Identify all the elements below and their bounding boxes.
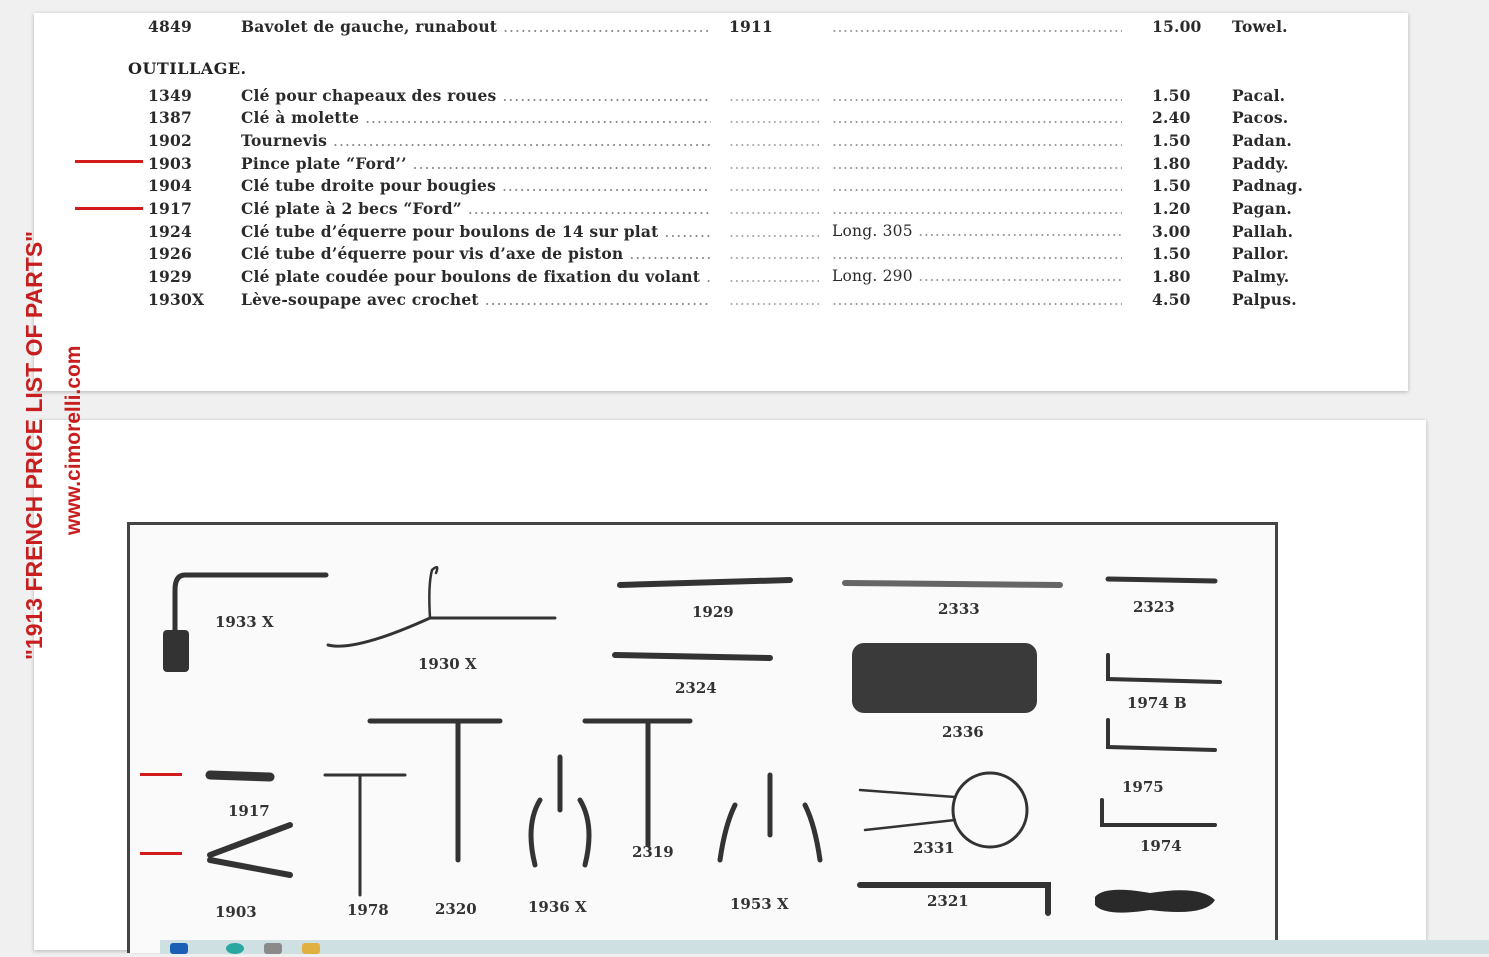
- label-1936x: 1936 X: [528, 898, 587, 916]
- desc-text: ”: [452, 199, 462, 218]
- annotation-mark: [140, 852, 182, 855]
- part-year: [729, 108, 819, 127]
- tool-row-highlighted: [34, 199, 1408, 221]
- tool-roll-icon: [1095, 890, 1215, 913]
- part-number: 4849: [148, 17, 192, 36]
- part-code: Palpus.: [1232, 290, 1297, 309]
- part-price: 1.20: [1152, 199, 1191, 218]
- annotation-mark: [140, 773, 182, 776]
- label-1974: 1974: [1140, 837, 1182, 855]
- part-size: [832, 131, 1122, 150]
- part-size: [832, 199, 1122, 218]
- part-year: [729, 244, 819, 263]
- part-size: [832, 17, 1122, 36]
- label-1978: 1978: [347, 901, 389, 919]
- tools-plate: [127, 522, 1278, 953]
- part-price: 15.00: [1152, 17, 1202, 36]
- label-2331: 2331: [913, 839, 955, 857]
- tools-illustration-page: [34, 420, 1426, 950]
- part-description: [241, 154, 711, 173]
- part-price: 1.50: [1152, 244, 1191, 263]
- part-description: Clé tube droite pour bougies .....: [241, 176, 711, 195]
- part-code: Paddy.: [1232, 154, 1289, 173]
- tool-row: [34, 131, 1408, 153]
- part-year: 1911: [729, 17, 773, 36]
- tool-row: [34, 108, 1408, 130]
- tool-1975-icon: [1102, 800, 1215, 825]
- browser-icon[interactable]: [226, 943, 244, 954]
- tool-row: [34, 176, 1408, 198]
- part-price: 1.50: [1152, 131, 1191, 150]
- part-number: 1904: [148, 176, 192, 195]
- label-1929: 1929: [692, 603, 734, 621]
- desc-text: Clé plate à 2 becs “: [241, 199, 413, 218]
- part-code: Pagan.: [1232, 199, 1293, 218]
- section-title: OUTILLAGE.: [128, 59, 247, 78]
- part-code: Palmy.: [1232, 267, 1290, 286]
- part-description: Tournevis .....: [241, 131, 711, 150]
- tool-2320-icon: [370, 721, 500, 860]
- part-description: Clé à molette .....: [241, 108, 711, 127]
- part-description: Clé tube d’équerre pour boulons de 14 sur plat .....: [241, 222, 711, 241]
- part-price: 1.80: [1152, 267, 1191, 286]
- part-year: [729, 267, 819, 286]
- part-price: 3.00: [1152, 222, 1191, 241]
- part-number: 1929: [148, 267, 192, 286]
- part-year: [729, 131, 819, 150]
- label-1953x: 1953 X: [730, 895, 789, 913]
- part-number: 1924: [148, 222, 192, 241]
- label-2333: 2333: [938, 600, 980, 618]
- part-description: Bavolet de gauche, runabout .....: [241, 17, 711, 36]
- part-number: 1387: [148, 108, 192, 127]
- part-code: Pallor.: [1232, 244, 1289, 263]
- tool-2336-icon: [852, 643, 1037, 713]
- part-size: [832, 176, 1122, 195]
- label-1975: 1975: [1122, 778, 1164, 796]
- label-2320: 2320: [435, 900, 477, 918]
- label-2321: 2321: [927, 892, 969, 910]
- part-size: [832, 108, 1122, 127]
- vertical-caption: [18, 170, 118, 670]
- caption-url: www.cimorelli.com: [62, 345, 85, 535]
- part-price: 1.80: [1152, 154, 1191, 173]
- part-description: Clé pour chapeaux des roues .....: [241, 86, 711, 105]
- part-code: Pacos.: [1232, 108, 1289, 127]
- part-price: 1.50: [1152, 86, 1191, 105]
- part-description: [241, 199, 711, 218]
- tool-row: [34, 222, 1408, 244]
- tool-2323-icon: [1108, 579, 1215, 581]
- tool-2319-icon: [585, 721, 690, 845]
- part-year: [729, 290, 819, 309]
- part-description: Lève-soupape avec crochet .....: [241, 290, 711, 309]
- part-price: 2.40: [1152, 108, 1191, 127]
- part-code: Pacal.: [1232, 86, 1286, 105]
- part-code: Padan.: [1232, 131, 1293, 150]
- part-price: 1.50: [1152, 176, 1191, 195]
- caption-title: "1913 FRENCH PRICE LIST OF PARTS": [21, 230, 47, 660]
- tools-drawing: [130, 525, 1275, 953]
- part-description: Clé tube d’équerre pour vis d’axe de piston .....: [241, 244, 711, 263]
- tool-row: [34, 86, 1408, 108]
- part-code: Pallah.: [1232, 222, 1294, 241]
- taskbar: [160, 940, 1489, 954]
- part-size: [832, 154, 1122, 173]
- tool-1930x-icon: [328, 618, 555, 646]
- part-number: 1902: [148, 131, 192, 150]
- label-2324: 2324: [675, 679, 717, 697]
- part-size: Long. 305 .....: [832, 222, 1122, 240]
- tool-row: [34, 290, 1408, 312]
- tool-2331-icon: [953, 773, 1027, 847]
- label-1933x: 1933 X: [215, 613, 274, 631]
- app-icon[interactable]: [264, 943, 282, 954]
- label-1903: 1903: [215, 903, 257, 921]
- part-price: 4.50: [1152, 290, 1191, 309]
- tool-2324-icon: [615, 655, 770, 658]
- part-year: [729, 154, 819, 173]
- tool-row: [34, 244, 1408, 266]
- part-year: [729, 222, 819, 241]
- tool-2333-icon: [845, 583, 1060, 585]
- part-year: [729, 199, 819, 218]
- tool-1936x-icon: [531, 757, 589, 865]
- label-1930x: 1930 X: [418, 655, 477, 673]
- desc-text: ’’: [395, 154, 407, 173]
- part-number: 1930X: [148, 290, 205, 309]
- part-number: 1903: [148, 154, 192, 173]
- part-year: [729, 176, 819, 195]
- part-size: [832, 244, 1122, 263]
- tool-1917-icon: [210, 775, 270, 777]
- part-size: Long. 290 .....: [832, 267, 1122, 285]
- tool-row-highlighted: [34, 154, 1408, 176]
- price-list-page: [34, 13, 1408, 391]
- part-code: Padnag.: [1232, 176, 1304, 195]
- tool-1903-icon: [210, 825, 290, 875]
- annotation-mark: [75, 160, 143, 163]
- socket-icon: [163, 630, 189, 672]
- label-2323: 2323: [1133, 598, 1175, 616]
- part-size: [832, 290, 1122, 309]
- folder-icon[interactable]: [302, 943, 320, 954]
- part-year: [729, 86, 819, 105]
- part-number: 1926: [148, 244, 192, 263]
- desc-text: Pince plate “: [241, 154, 356, 173]
- part-number: 1349: [148, 86, 192, 105]
- part-size: [832, 86, 1122, 105]
- tool-1978-icon: [325, 775, 405, 895]
- tool-1929-icon: [620, 580, 790, 585]
- desc-highlight: Ford: [412, 199, 453, 218]
- tool-1974b-icon: [1108, 655, 1220, 682]
- tool-1953x-icon: [720, 775, 820, 860]
- label-2336: 2336: [942, 723, 984, 741]
- part-description: Clé plate coudée pour boulons de fixation du volant .....: [241, 267, 711, 286]
- price-row-4849: [34, 17, 1408, 39]
- label-1974b: 1974 B: [1127, 694, 1187, 712]
- label-1917: 1917: [228, 802, 270, 820]
- start-icon[interactable]: [170, 943, 188, 954]
- label-2319: 2319: [632, 843, 674, 861]
- desc-highlight: Ford: [355, 154, 396, 173]
- part-code: Towel.: [1232, 17, 1288, 36]
- part-number: 1917: [148, 199, 192, 218]
- tool-row: [34, 267, 1408, 289]
